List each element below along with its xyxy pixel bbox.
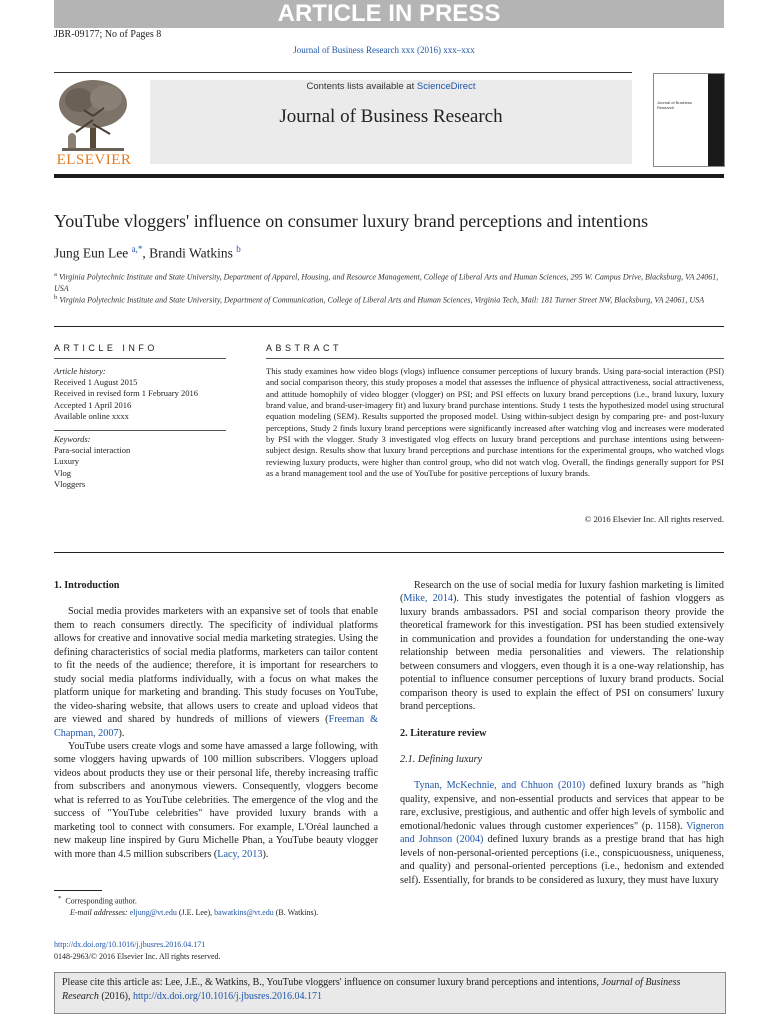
body-right-column xyxy=(400,579,724,887)
body-left-column xyxy=(54,579,378,861)
email-link[interactable]: bawatkins@vt.edu xyxy=(214,908,274,918)
corresponding-author-footnote: * Corresponding author. E-mail addresses: eljung@vt.edu (J.E. Lee), bawatkins@vt.edu (B. Watkins). xyxy=(58,895,319,918)
abstract-bottom-rule xyxy=(54,552,724,553)
journal-cover-thumbnail[interactable] xyxy=(653,73,725,167)
cover-journal-name: Journal of Business Research xyxy=(657,100,692,110)
author-name: Brandi Watkins xyxy=(149,245,233,261)
journal-title: Journal of Business Research xyxy=(279,106,503,127)
header-top-rule xyxy=(54,72,632,73)
journal-running-line[interactable]: Journal of Business Research xxx (2016) xxx–xxx xyxy=(293,45,475,55)
citation-link[interactable]: Freeman & Chapman, 2007 xyxy=(54,714,378,739)
author-affiliation-marker[interactable]: b xyxy=(236,244,241,254)
citation-link[interactable]: Vigneron and Johnson (2004) xyxy=(400,820,724,846)
title-block-rule xyxy=(54,326,724,327)
manuscript-id: JBR-09177; No of Pages 8 xyxy=(54,29,162,40)
citation-box: Please cite this article as: Lee, J.E., & Watkins, B., YouTube vloggers' influence on consumer luxury brand perceptions and intentions, Journal of Business Research (2016), http://dx.doi.org/10.1016/j.jbusres.2016.04.171 xyxy=(54,972,726,1014)
keyword-item: Vlog xyxy=(54,467,71,478)
doi-link[interactable]: http://dx.doi.org/10.1016/j.jbusres.2016.04.171 xyxy=(54,940,206,949)
cover-spine xyxy=(708,74,724,166)
contents-available-line: Contents lists available at ScienceDirect xyxy=(306,81,476,92)
doi-block xyxy=(54,939,221,963)
affiliation-a: $^a$ Virginia Polytechnic Institute and State University, Department of Apparel, Housing, and Resource Management, College of Liberal Arts and Human Sciences, 295 W. Campus Drive, Blacksburg, VA 24061, USA xyxy=(54,271,719,293)
keywords xyxy=(54,434,226,490)
article-history xyxy=(54,366,226,422)
header-thick-rule xyxy=(54,174,724,178)
abstract-heading: ABSTRACT xyxy=(266,343,343,353)
abstract-text: This study examines how video blogs (vlogs) influence consumer perceptions of luxury brands. Using para-social interaction (PSI) and social comparison theory, this study proposes a model that assesses the influence of physical attractiveness, social attractiveness, and attitude homophily of video blogger (vlogger) on PSI; and PSI effects on luxury brand perceptions (i.e., brand luxury, luxury brand value, and brand-user-imagery fit) and luxury brand purchase intentions. Study 1 tests the hypothesized model using structural equation modeling (SEM). Results supported the proposed model. Using within-subject design by comparing pre- and post-luxury perceptions, Study 2 finds luxury brand perceptions were significantly increased after watching vlog and increases were moderated by PSI with the vlogger. Study 3 investigated vlog effects on luxury brand perceptions and purchase intentions using between-subject design. Results show that luxury brand perceptions and purchase intentions for the experimental groups, who watched vlogs reviewing luxury products, were higher than control group, who did not watch vlog. Overall, the findings generally support for PSI as a brand management tool and the use of YouTube for positive perceptions of luxury brands. xyxy=(266,366,724,479)
history-item: Received 1 August 2015 xyxy=(54,377,138,388)
abstract-rule xyxy=(266,358,724,359)
history-label: Article history: xyxy=(54,366,106,376)
section-heading-literature-review: 2. Literature review xyxy=(400,727,487,739)
citation-doi-link[interactable]: http://dx.doi.org/10.1016/j.jbusres.2016.04.171 xyxy=(133,990,322,1002)
history-item: Available online xxxx xyxy=(54,410,129,421)
author-affiliation-marker[interactable]: a,* xyxy=(131,244,143,254)
history-item: Received in revised form 1 February 2016 xyxy=(54,388,198,399)
article-info-heading: ARTICLE INFO xyxy=(54,343,158,353)
keywords-rule xyxy=(54,430,226,431)
paragraph: Research on the use of social media for luxury fashion marketing is limited (Mike, 2014). This study investigates the potential of fashion vloggers as luxury brands ambassadors. PSI and social comparison theory provide the theoretical framework for this investigation. PSI has been studied extensively in communication and provides a foundation for understanding the one-way relationship between media personalities and viewers. The relationship between consumers and vloggers, even though it is a one-way relationship, has potential to influence consumer perceptions of luxury brand products. Social comparison theory is used to explain the effect of PSI on consumers' luxury brand perceptions. xyxy=(400,580,724,713)
citation-journal: Journal of Business Research xyxy=(62,977,681,1002)
paragraph: YouTube users create vlogs and some have amassed a large following, with some vloggers having upwards of 100 million subscribers. Vloggers upload videos about products they use or their personal life, thereby increasing traffic from subscribers and anonymous viewers. Consequently, vloggers become what is referred to as YouTube celebrities. The emergence of the vlog and the success of "YouTube celebrities" have provided luxury brands with a marketing tool to connect with consumers. For example, L'Oréal launched a new makeup line inspired by Guru Michelle Phan, a YouTube beauty vlogger with more than 4.5 million subscribers (Lacy, 2013). xyxy=(54,740,378,860)
author-name: Jung Eun Lee xyxy=(54,245,129,261)
citation-link[interactable]: Mike, 2014 xyxy=(403,593,454,605)
paragraph: Social media provides marketers with an expansive set of tools that enable them to reach consumers directly. The specificity of individual platforms allows for creative and innovative social media marketing strategies. Using the defining characteristics of social media platforms, marketers can tailor content to fit the needs of the audience; therefore, it is important for researchers to study social media platforms individually, with a focus on what makes the platform unique for marketing and branding. This study focuses on YouTube, the video-sharing website, that allows users to create and upload videos that are viewed and shared by hundreds of millions of viewers (Freeman & Chapman, 2007). xyxy=(54,606,378,739)
keywords-label: Keywords: xyxy=(54,434,91,444)
issn-line: 0148-2963/© 2016 Elsevier Inc. All rights reserved. xyxy=(54,952,221,961)
footnote-rule xyxy=(54,890,102,891)
affiliation-b: $^b$ Virginia Polytechnic Institute and State University, Department of Communication, College of Liberal Arts and Human Sciences, Virginia Tech, Mail: 181 Turner Street NW, Blacksburg, VA 24061, USA xyxy=(54,294,705,305)
paragraph: Tynan, McKechnie, and Chhuon (2010) defined luxury brands as "high quality, expensive, and non-essential products and services that appear to be rare, exclusive, prestigious, and authentic and offer high levels of symbolic and emotional/hedonic values through customer experiences" (p. 1158). Vigneron and Johnson (2004) defined luxury brands as a prestige brand that has high levels of non-personal-oriented perceptions (i.e., conspicuousness, uniqueness, and quality) and personal-oriented perceptions (i.e., hedonism and extended self). Essentially, for brands to be considered as luxury, they must have luxury xyxy=(400,780,725,886)
keyword-item: Luxury xyxy=(54,456,80,467)
author-list: Jung Eun Lee $^{a,*}$, Brandi Watkins $^b$ xyxy=(54,244,241,261)
elsevier-wordmark: ELSEVIER xyxy=(56,152,132,168)
article-in-press-banner: ARTICLE IN PRESS xyxy=(54,0,724,28)
email-link[interactable]: eljung@vt.edu xyxy=(129,908,177,918)
section-heading-introduction: 1. Introduction xyxy=(54,580,120,591)
sciencedirect-link[interactable]: ScienceDirect xyxy=(416,81,476,92)
subsection-heading-defining-luxury: 2.1. Defining luxury xyxy=(400,753,483,765)
citation-link[interactable]: Tynan, McKechnie, and Chhuon (2010) xyxy=(414,780,586,792)
history-item: Accepted 1 April 2016 xyxy=(54,399,132,410)
copyright-notice: © 2016 Elsevier Inc. All rights reserved. xyxy=(584,514,724,524)
article-title: YouTube vloggers' influence on consumer luxury brand perceptions and intentions xyxy=(54,211,649,231)
keyword-item: Vloggers xyxy=(54,478,86,489)
citation-link[interactable]: Lacy, 2013 xyxy=(217,848,263,860)
article-info-rule xyxy=(54,358,226,359)
keyword-item: Para-social interaction xyxy=(54,445,131,456)
